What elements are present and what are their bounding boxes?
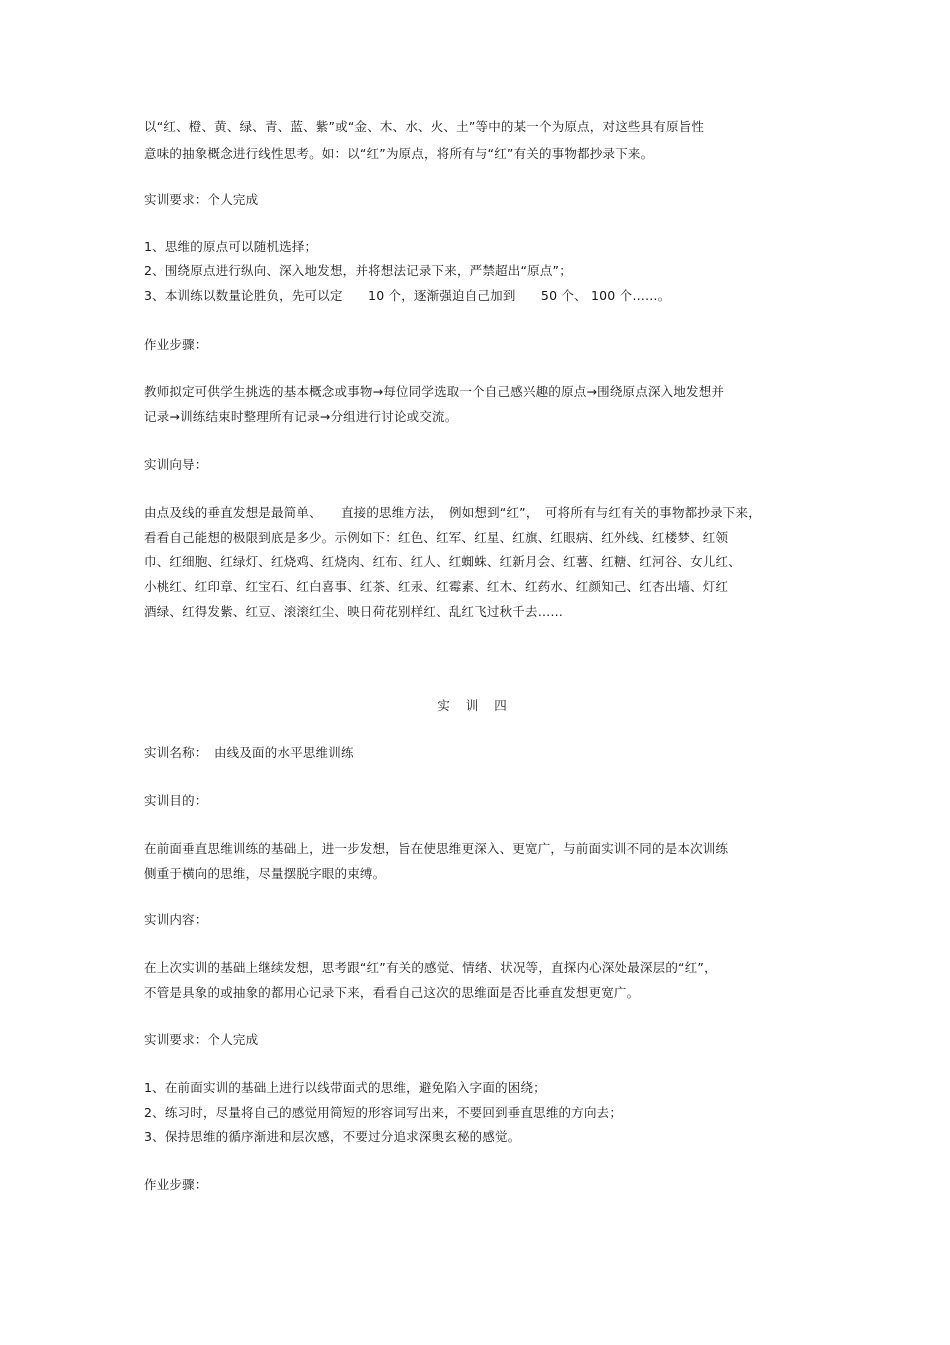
requirement-item: 2、练习时，尽量将自己的感觉用简短的形容词写出来，不要回到垂直思维的方向去； [144,1105,623,1120]
guide-line: 巾、红细胞、红绿灯、红烧鸡、红烧肉、红布、红人、红蜘蛛、红新月会、红薯、红糖、红河谷、女儿红、 [144,554,741,569]
steps-line-2: 记录→训练结束时整理所有记录→分组进行讨论或交流。 [144,409,458,424]
guide-heading: 实训向导： [144,457,208,472]
requirement-item: 2、围绕原点进行纵向、深入地发想，并将想法记录下来，严禁超出“原点”； [144,263,572,278]
intro-line-1: 以“红、橙、黄、绿、青、蓝、紫”或“金、木、水、火、土”等中的某一个为原点，对这些具有原旨性 [144,119,705,134]
requirement-item: 1、在前面实训的基础上进行以线带面式的思维，避免陷入字面的困绕； [144,1080,546,1095]
training-name: 实训名称： 由线及面的水平思维训练 [144,745,354,760]
guide-line: 看看自己能想的极限到底是多少。示例如下：红色、红军、红星、红旗、红眼病、红外线、红楼梦、红领 [144,530,729,545]
guide-line: 由点及线的垂直发想是最简单、 直接的思维方法， 例如想到“红”， 可将所有与红有关的事物都抄录下来， [144,505,761,520]
section-title: 实 训 四 [437,698,513,713]
purpose-line: 在前面垂直思维训练的基础上，进一步发想，旨在使思维更深入、更宽广，与前面实训不同的是本次训练 [144,841,729,856]
requirement-item: 3、本训练以数量论胜负，先可以定 10 个，逐渐强迫自己加到 50 个、 100 个……。 [144,288,671,303]
requirement-item: 1、思维的原点可以随机选择； [144,239,318,254]
requirement-heading: 实训要求：个人完成 [144,192,259,207]
guide-line: 小桃红、红印章、红宝石、红白喜事、红茶、红汞、红霉素、红木、红药水、红颜知己、红杏出墙、灯红 [144,579,729,594]
content-line: 在上次实训的基础上继续发想，思考跟“红”有关的感觉、情绪、状况等，直探内心深处最深层的“红”， [144,960,717,975]
content-heading: 实训内容： [144,912,208,927]
steps-line-1: 教师拟定可供学生挑选的基本概念或事物→每位同学选取一个自己感兴趣的原点→围绕原点深入地发想并 [144,384,725,399]
requirement-item: 3、保持思维的循序渐进和层次感，不要过分追求深奥玄秘的感觉。 [144,1129,521,1144]
requirement-heading: 实训要求：个人完成 [144,1032,259,1047]
steps-heading: 作业步骤： [144,1177,208,1192]
guide-line: 酒绿、红得发紫、红豆、滚滚红尘、映日荷花别样红、乱红飞过秋千去…… [144,604,564,619]
purpose-line: 侧重于横向的思维，尽量摆脱字眼的束缚。 [144,866,386,881]
intro-line-2: 意味的抽象概念进行线性思考。如：以“红”为原点，将所有与“红”有关的事物都抄录下来。 [144,146,654,161]
steps-heading: 作业步骤： [144,337,208,352]
content-line: 不管是具象的或抽象的都用心记录下来，看看自己这次的思维面是否比垂直发想更宽广。 [144,985,640,1000]
purpose-heading: 实训目的： [144,793,208,808]
